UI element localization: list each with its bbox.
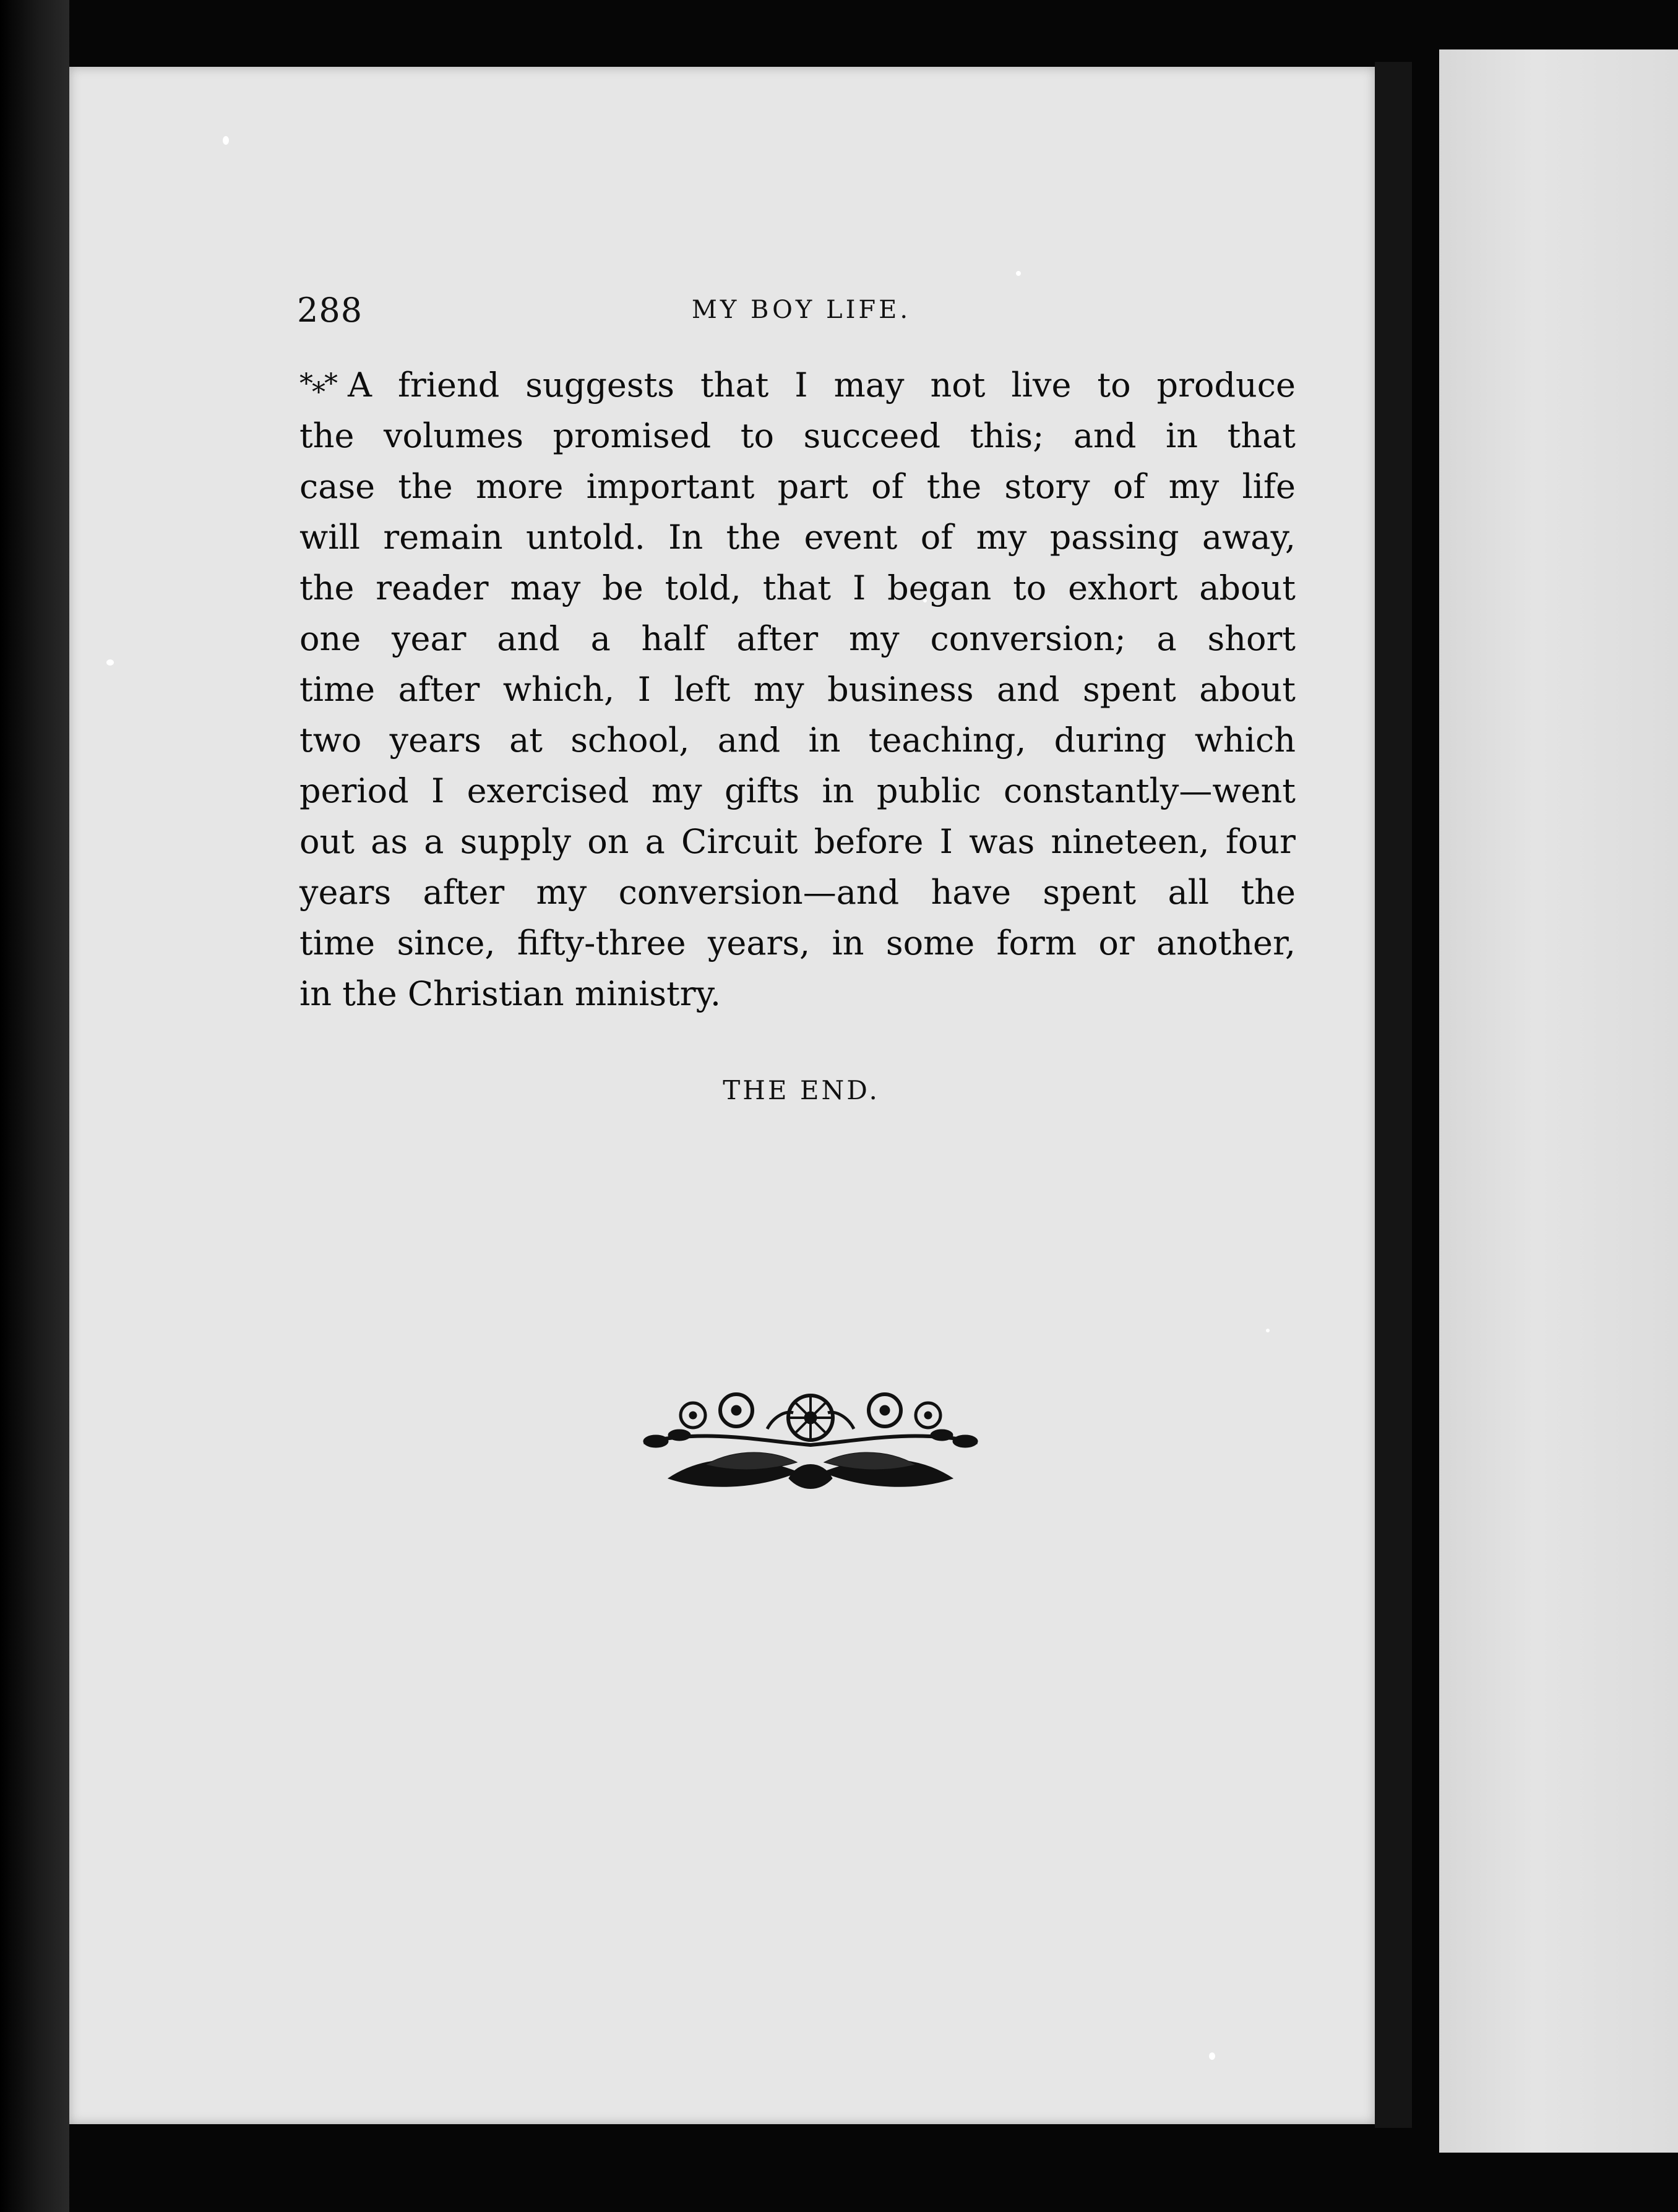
scan-speck [223, 136, 229, 145]
text-line: the volumes promised to succeed this; and in that [299, 416, 1296, 455]
running-title: MY BOY LIFE. [691, 296, 911, 324]
text-line: the reader may be told, that I began to exhort about [299, 568, 1296, 607]
gutter-shadow [1375, 62, 1412, 2128]
text-line: out as a supply on a Circuit before I was nineteen, four [299, 822, 1296, 861]
text-line: period I exercised my gifts in public constantly—went [299, 771, 1296, 810]
text-line: in the Christian ministry. [299, 974, 721, 1013]
text-line: one year and a half after my conversion; a short [299, 619, 1296, 658]
text-line: time since, fifty-three years, in some form or another, [299, 924, 1296, 962]
text-line: time after which, I left my business and spent about [299, 670, 1296, 709]
asterism: *⁎* [299, 368, 337, 400]
floral-tailpiece-icon [631, 1386, 990, 1509]
running-head [297, 291, 1306, 334]
page-number: 288 [297, 291, 363, 330]
scan-speck [1016, 271, 1021, 276]
the-end-label: THE END. [723, 1075, 880, 1105]
text-line: years after my conversion—and have spent all the [299, 873, 1296, 912]
text-line [299, 360, 1296, 411]
scan-speck [1209, 2052, 1215, 2060]
scan-speck [1266, 1329, 1270, 1332]
adjacent-page-edge [1439, 49, 1678, 2153]
scan-speck [106, 659, 114, 666]
text-line: will remain untold. In the event of my passing away, [299, 518, 1296, 557]
text-line: two years at school, and in teaching, during which [299, 721, 1296, 760]
text-line: case the more important part of the story of my life [299, 467, 1296, 506]
body-paragraph [299, 360, 1296, 1019]
text-line-content: A friend suggests that I may not live to produce [348, 366, 1296, 405]
film-edge [0, 0, 69, 2212]
